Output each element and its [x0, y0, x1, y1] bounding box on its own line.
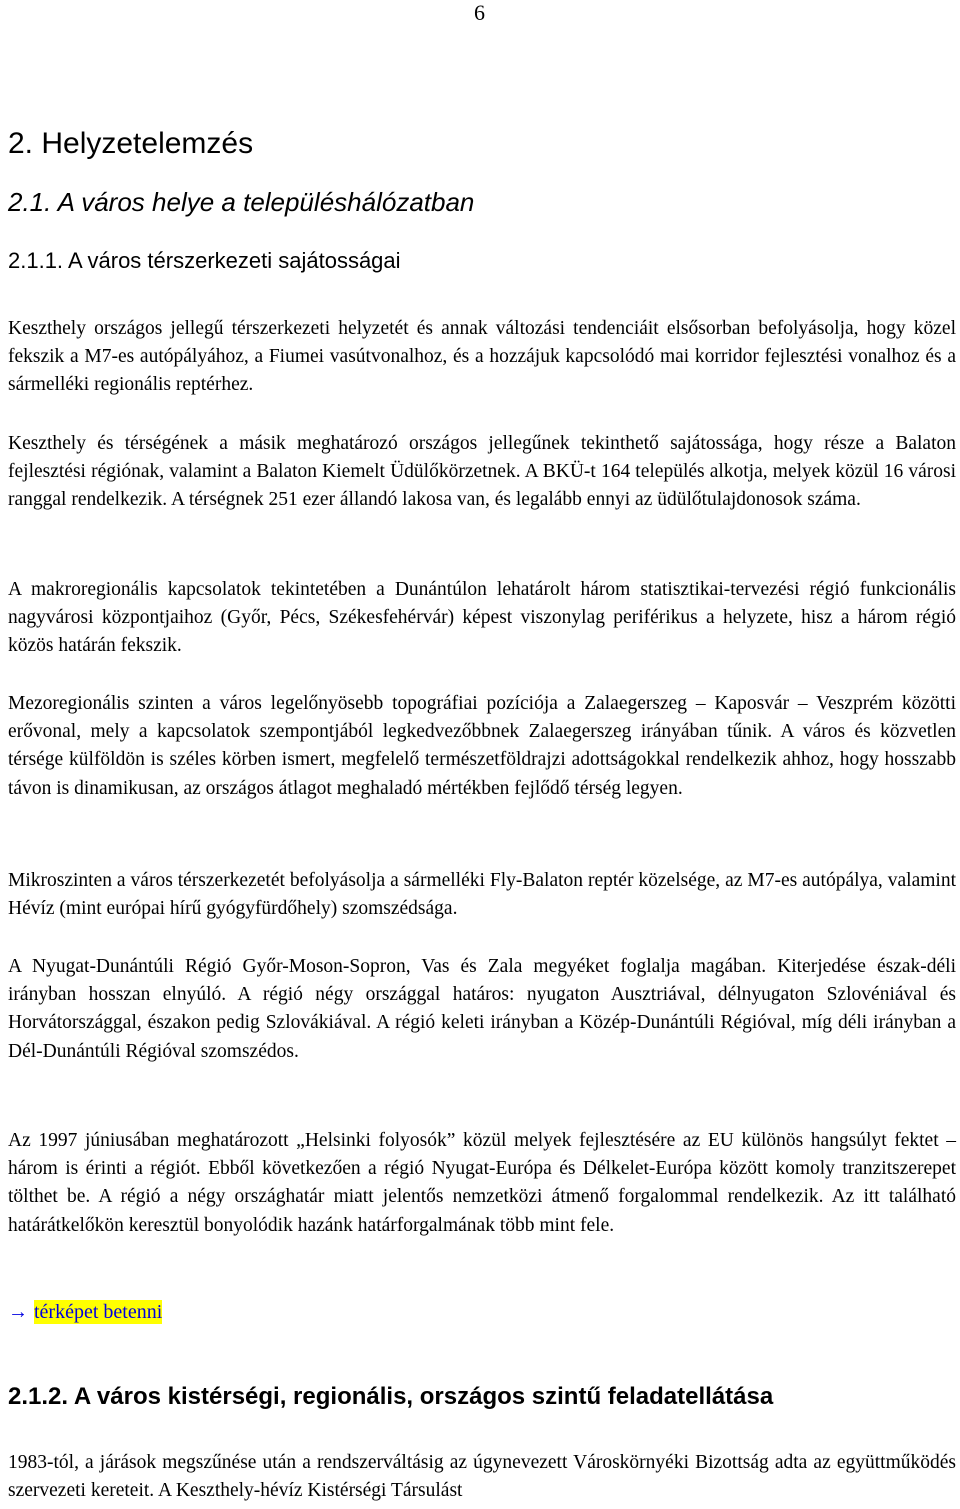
paragraph-1: Keszthely országos jellegű térszerkezeti helyzetét és annak változási tendenciáit elsősorban befolyásolja, hogy közel fekszik a M7-es autópályához, a Fiumei vasútvonalhoz, és a hozzájuk kapcsolódó mai korridor fejlesztési vonalhoz és a sármelléki regionális reptérhez. [8, 318, 956, 396]
paragraph-5: Mikroszinten a város térszerkezetét befolyásolja a sármelléki Fly-Balaton reptér közelsége, az M7-es autópálya, valamint Hévíz (mint európai hírű gyógyfürdőhely) szomszédsága. [8, 870, 956, 920]
paragraph-3: A makroregionális kapcsolatok tekintetében a Dunántúlon lehatárolt három statisztikai-tervezési régió funkcionális nagyvárosi központjaihoz (Győr, Pécs, Székesfehérvár) képest viszonylag periférikus a helyzete, hisz a három régió közös határán fekszik. [8, 579, 956, 657]
paragraph-2: Keszthely és térségének a másik meghatározó országos jellegűnek tekinthető sajátossága, hogy része a Balaton fejlesztési régiónak, valamint a Balaton Kiemelt Üdülőkörzetnek. A BKÜ-t 164 település alkotja, melyek közül 16 városi ranggal rendelkezik. A térségnek 251 ezer állandó lakosa van, és legalább ennyi az üdülőtulajdonosok száma. [8, 433, 956, 511]
heading-helyzetelemzes: 2. Helyzetelemzés [8, 127, 254, 160]
paragraph-4: Mezoregionális szinten a város legelőnyösebb topográfiai pozíciója a Zalaegerszeg – Kaposvár – Veszprém közötti erővonal, mely a kapcsolatok szempontjából legkedvezőbbnek Zalaegerszeg irányában tűnik. A város és közvetlen térsége külföldön is széles körben ismert, megfelelő természetföldrajzi adottságokkal rendelkezik ahhoz, hogy hosszabb távon is dinamikusan, az országos átlagot meghaladó mértékben fejlődő térség legyen. [8, 693, 956, 799]
heading-feladatellatas: 2.1.2. A város kistérségi, regionális, országos szintű feladatellátása [8, 1383, 774, 1410]
heading-varos-helye: 2.1. A város helye a településhálózatban [8, 187, 475, 217]
note-text: térképet betenni [34, 1301, 163, 1323]
heading-terszerkezeti-sajatossagai: 2.1.1. A város térszerkezeti sajátosságai [8, 248, 401, 273]
page-number: 6 [474, 0, 485, 25]
paragraph-8: 1983-tól, a járások megszűnése után a rendszerváltásig az úgynevezett Városkörnyéki Bizottság adta az együttműködés szervezeti kereteit. A Keszthely-hévíz Kistérségi Társulást [8, 1452, 956, 1502]
arrow-right-icon: → [8, 1301, 28, 1323]
paragraph-6: A Nyugat-Dunántúli Régió Győr-Moson-Sopron, Vas és Zala megyéket foglalja magában. Kiterjedése észak-déli irányban hosszan elnyúló. A régió négy országgal határos: nyugaton Ausztriával, délnyugaton Szlovéniával és Horvátországgal, északon pedig Szlovákiával. A régió keleti irányban a Közép-Dunántúli Régióval, míg déli irányban a Dél-Dunántúli Régióval szomszédos. [8, 956, 956, 1062]
editor-note [8, 1298, 162, 1326]
paragraph-7: Az 1997 júniusában meghatározott „Helsinki folyosók” közül melyek fejlesztésére az EU különös hangsúlyt fektet – három is érinti a régiót. Ebből következően a régió Nyugat-Európa és Délkelet-Európa között komoly tranzitszerepet tölthet be. A régió a négy országhatár miatt jelentős nemzetközi átmenő forgalommal rendelkezik. Az itt található határátkelőkön keresztül bonyolódik hazánk határforgalmának több mint fele. [8, 1130, 956, 1236]
